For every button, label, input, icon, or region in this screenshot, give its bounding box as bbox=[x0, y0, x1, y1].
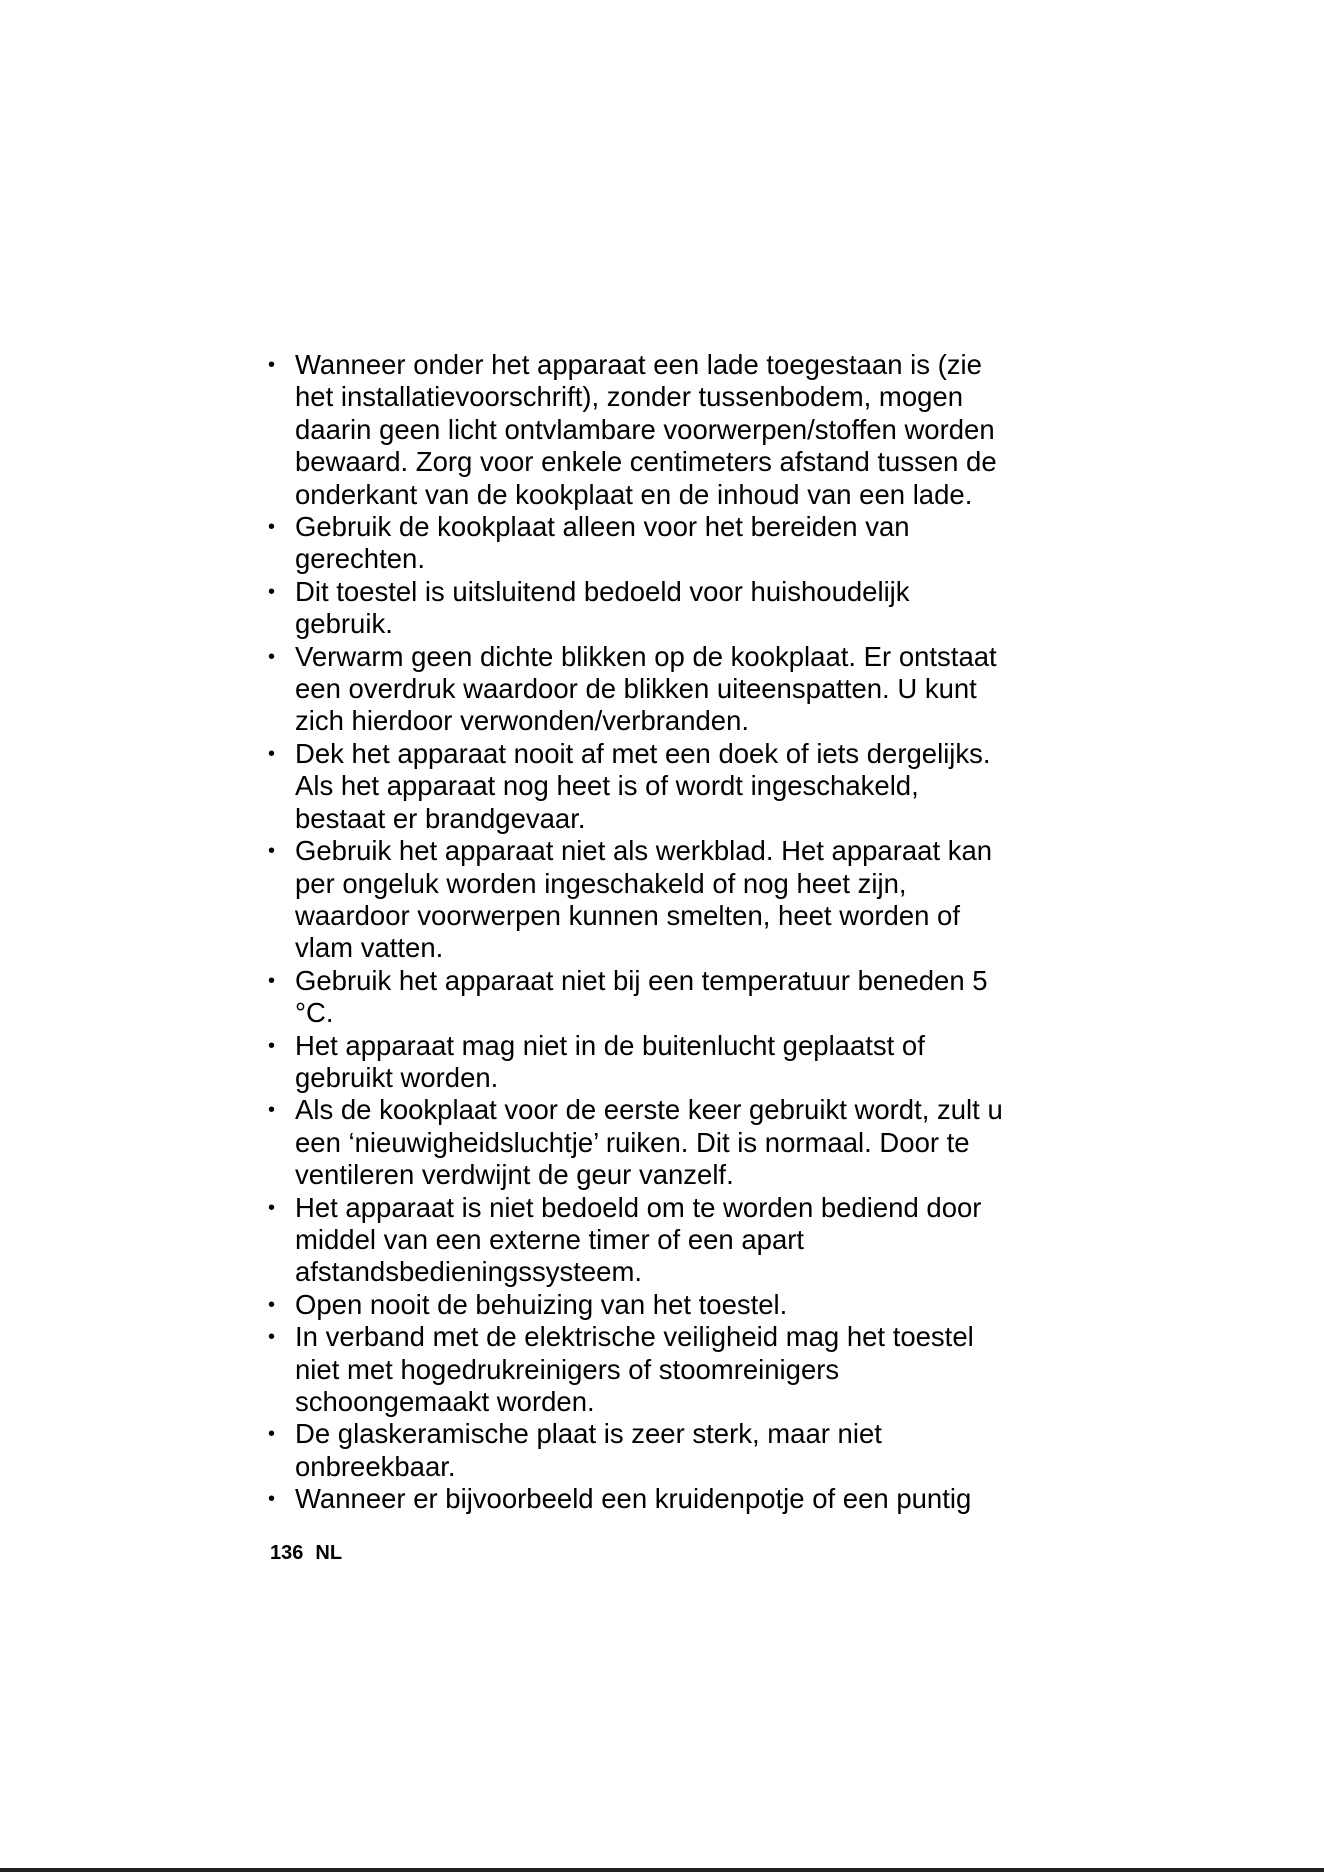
list-item-text: Verwarm geen dichte blikken op de kookplaat. Er ontstaat een overdruk waardoor de blikken uiteenspatten. U kunt zich hierdoor verwonden/verbranden. bbox=[295, 640, 997, 737]
bullet-icon: • bbox=[268, 354, 276, 376]
list-item bbox=[268, 1289, 1048, 1321]
list-item-text: Open nooit de behuizing van het toestel. bbox=[295, 1288, 788, 1320]
safety-instructions-list bbox=[268, 349, 1048, 1516]
list-item-text: In verband met de elektrische veiligheid mag het toestel niet met hogedrukreinigers of stoomreinigers schoongemaakt worden. bbox=[295, 1321, 974, 1417]
list-item bbox=[268, 1192, 1048, 1289]
list-item bbox=[268, 738, 1048, 835]
list-item-text: Gebruik de kookplaat alleen voor het bereiden van gerechten. bbox=[295, 511, 910, 575]
bullet-icon: • bbox=[268, 1099, 276, 1122]
bullet-icon: • bbox=[268, 1488, 276, 1511]
list-item bbox=[268, 576, 1048, 641]
bullet-icon: • bbox=[268, 516, 276, 539]
bullet-icon: • bbox=[268, 1423, 276, 1446]
list-item-text: Gebruik het apparaat niet als werkblad. Het apparaat kan per ongeluk worden ingeschakeld of nog heet zijn, waardoor voorwerpen kunnen smelten, heet worden of vlam vatten. bbox=[295, 835, 993, 964]
bullet-icon: • bbox=[268, 580, 276, 603]
bullet-icon: • bbox=[268, 1293, 276, 1316]
bullet-icon: • bbox=[268, 1034, 276, 1057]
list-item-text: Het apparaat mag niet in de buitenlucht geplaatst of gebruikt worden. bbox=[295, 1029, 925, 1093]
list-item bbox=[268, 1094, 1048, 1191]
bullet-icon: • bbox=[268, 840, 276, 863]
list-item-text: Wanneer er bijvoorbeeld een kruidenpotje of een puntig bbox=[295, 1483, 972, 1515]
list-item bbox=[268, 349, 1048, 511]
list-item bbox=[268, 1418, 1048, 1483]
list-item-text: Wanneer onder het apparaat een lade toegestaan is (zie het installatievoorschrift), zonder tussenbodem, mogen daarin geen licht ontvlambare voorwerpen/stoffen worden bewaard. Zorg voor enkele centimeters afstand tussen de onderkant van de kookplaat en de inhoud van een lade. bbox=[295, 349, 997, 510]
list-item bbox=[268, 965, 1048, 1030]
list-item-text: De glaskeramische plaat is zeer sterk, maar niet onbreekbaar. bbox=[295, 1418, 882, 1482]
list-item-text: Als de kookplaat voor de eerste keer gebruikt wordt, zult u een ‘nieuwigheidsluchtje’ ruiken. Dit is normaal. Door te ventileren verdwijnt de geur vanzelf. bbox=[295, 1094, 1003, 1191]
bullet-icon: • bbox=[268, 1196, 276, 1219]
list-item bbox=[268, 511, 1048, 576]
list-item bbox=[268, 1030, 1048, 1095]
page-number: 136 bbox=[270, 1542, 304, 1564]
bullet-icon: • bbox=[268, 1326, 276, 1349]
bullet-icon: • bbox=[268, 742, 276, 765]
list-item-text: Dek het apparaat nooit af met een doek of iets dergelijks. Als het apparaat nog heet is of wordt ingeschakeld, bestaat er brandgevaar. bbox=[295, 737, 991, 834]
list-item bbox=[268, 1483, 1048, 1515]
list-item bbox=[268, 835, 1048, 965]
list-item-text: Het apparaat is niet bedoeld om te worden bediend door middel van een externe timer of een apart afstandsbedieningssysteem. bbox=[295, 1191, 982, 1288]
language-code: NL bbox=[315, 1542, 343, 1564]
list-item bbox=[268, 641, 1048, 738]
page-footer bbox=[270, 1541, 342, 1565]
bottom-edge-divider bbox=[0, 1868, 1324, 1872]
bullet-icon: • bbox=[268, 645, 276, 668]
list-item bbox=[268, 1321, 1048, 1418]
list-item-text: Dit toestel is uitsluitend bedoeld voor huishoudelijk gebruik. bbox=[295, 575, 910, 640]
bullet-icon: • bbox=[268, 969, 276, 992]
list-item-text: Gebruik het apparaat niet bij een temperatuur beneden 5 °C. bbox=[295, 964, 988, 1029]
